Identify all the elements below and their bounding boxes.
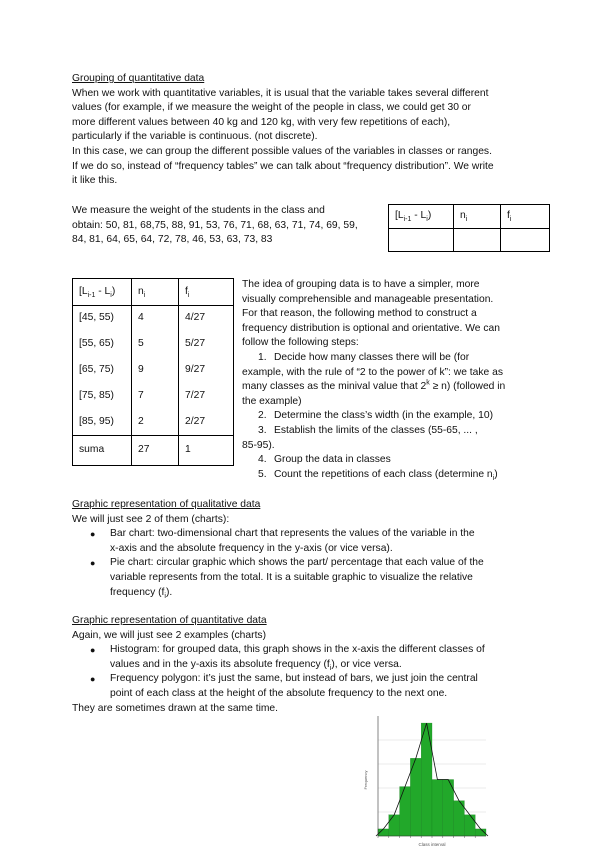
step-text: example, with the rule of “2 to the power of k”: we take as — [242, 366, 503, 378]
step-number: 3. — [258, 424, 267, 436]
cell-n: 9 — [132, 358, 179, 384]
step-text: Decide how many classes there will be (for — [274, 351, 470, 363]
section-grouping — [72, 72, 534, 189]
closing-text: They are sometimes drawn at the same time. — [72, 702, 279, 714]
cell-f: 4/27 — [179, 306, 234, 332]
section-qualitative-graphics — [72, 498, 534, 600]
empty-cell — [501, 229, 550, 252]
step-number: 2. — [258, 410, 267, 422]
list-item-text: values and in the y-axis its absolute frequency $(f_i)$, or vice versa. — [110, 658, 402, 672]
list-item — [72, 527, 534, 556]
cell-range: [45, 55) — [73, 306, 132, 332]
empty-frequency-table — [388, 204, 550, 252]
table-row — [73, 306, 234, 332]
text-line: obtain: 50, 81, 68,75, 88, 91, 53, 76, 71, 68, 63, 71, 74, 69, 59, — [72, 219, 358, 231]
step-text: many classes as the minival value that $2^k \ge n$) (followed in — [242, 379, 506, 393]
text-line: more different values between 40 kg and 120 kg, with very few repetitions of each), — [72, 116, 451, 128]
cell-f: 9/27 — [179, 358, 234, 384]
step-text: Group the data in classes — [274, 454, 391, 466]
bullet-icon: ● — [90, 558, 96, 569]
header-class: $[L_{i-1} - L_i)$ — [73, 279, 132, 306]
histogram-bar — [410, 758, 421, 836]
cell-total-label: suma — [73, 436, 132, 466]
empty-cell — [389, 229, 454, 252]
grouping-explanation — [242, 278, 532, 482]
cell-range: [65, 75) — [73, 358, 132, 384]
table-total-row — [73, 436, 234, 466]
header-relative-frequency: $f_i$ — [501, 205, 550, 229]
section-heading: Graphic representation of qualitative data — [72, 499, 261, 510]
text-line: The idea of grouping data is to have a simpler, more — [242, 279, 480, 290]
step-text: Determine the class’s width (in the example, 10) — [274, 410, 494, 422]
bullet-list — [72, 643, 534, 701]
weights-paragraph — [72, 204, 382, 248]
cell-range: [85, 95) — [73, 410, 132, 436]
section-heading: Grouping of quantitative data — [72, 73, 205, 84]
cell-total-n: 27 — [132, 436, 179, 466]
list-item — [72, 556, 534, 600]
list-item-text: Frequency polygon: it’s just the same, but instead of bars, we just join the central — [110, 673, 478, 685]
cell-n: 4 — [132, 306, 179, 332]
empty-cell — [454, 229, 501, 252]
list-item-text: Bar chart: two-dimensional chart that represents the values of the variable in the — [110, 528, 475, 540]
list-item-text: Histogram: for grouped data, this graph shows in the x-axis the different classes of — [110, 644, 485, 656]
cell-range: [55, 65) — [73, 332, 132, 358]
cell-n: 5 — [132, 332, 179, 358]
table-row — [73, 358, 234, 384]
text-line: In this case, we can group the different possible values of the variables in classes or ranges. — [72, 145, 492, 157]
table-row — [73, 384, 234, 410]
step-text: Count the repetitions of each class (determine $n_i$) — [274, 468, 498, 482]
header-relative-frequency: $f_i$ — [179, 279, 234, 306]
step-item — [242, 468, 532, 483]
x-axis-label: Class interval — [418, 842, 446, 847]
cell-range: [75, 85) — [73, 384, 132, 410]
text-line: When we work with quantitative variables, it is usual that the variable takes several different — [72, 87, 489, 99]
section-body — [72, 87, 534, 189]
step-item — [242, 424, 532, 453]
table-row — [73, 332, 234, 358]
list-item-text: point of each class at the height of the absolute frequency to the next one. — [110, 687, 448, 699]
section-heading: Graphic representation of quantitative data — [72, 615, 267, 626]
step-item — [242, 409, 532, 424]
cell-n: 2 — [132, 410, 179, 436]
step-text: 85-95). — [242, 439, 275, 451]
steps-list — [242, 351, 532, 482]
histogram-bar — [389, 815, 400, 836]
bullet-icon: ● — [90, 529, 96, 540]
list-item-text: Pie chart: circular graphic which shows the part/ percentage that each value of the — [110, 557, 484, 569]
bullet-icon: ● — [90, 645, 96, 656]
header-absolute-frequency: $n_i$ — [132, 279, 179, 306]
text-line: particularly if the variable is continuous. (not discrete). — [72, 131, 318, 143]
text-line: If we do so, instead of “frequency tables” we can talk about “frequency distribution”. We write — [72, 160, 494, 172]
text-line: For that reason, the following method to construct a — [242, 308, 477, 320]
section-intro: We will just see 2 of them (charts): — [72, 513, 230, 525]
text-line: frequency distribution is optional and orientative. We can — [242, 322, 500, 334]
step-number: 1. — [258, 351, 267, 363]
text-line: values (for example, if we measure the weight of the people in class, we could get 30 or — [72, 102, 471, 114]
step-number: 5. — [258, 468, 267, 480]
step-item — [242, 453, 532, 468]
list-item-text: x-axis and the absolute frequency in the y-axis (or vice versa). — [110, 542, 393, 554]
histogram-chart — [360, 712, 494, 848]
list-item — [72, 643, 534, 672]
text-line: 84, 81, 64, 65, 64, 72, 78, 46, 53, 63, 73, 83 — [72, 234, 273, 246]
section-intro: Again, we will just see 2 examples (charts) — [72, 629, 267, 641]
step-text: the example) — [242, 395, 302, 407]
header-absolute-frequency: $n_i$ — [454, 205, 501, 229]
step-item — [242, 351, 532, 409]
text-line: it like this. — [72, 175, 118, 187]
text-line: visually comprehensible and manageable presentation. — [242, 293, 494, 305]
frequency-distribution-table — [72, 278, 234, 466]
table-row — [73, 410, 234, 436]
text-line: We measure the weight of the students in the class and — [72, 205, 325, 216]
y-axis-label: Frequency — [363, 770, 368, 790]
bullet-icon: ● — [90, 674, 96, 685]
cell-f: 5/27 — [179, 332, 234, 358]
histogram-bar — [443, 780, 454, 836]
cell-total-f: 1 — [179, 436, 234, 466]
step-text: Establish the limits of the classes (55-65, ... , — [274, 424, 478, 436]
histogram-bar — [421, 723, 432, 836]
header-class: $[L_{i-1} - L_i)$ — [389, 205, 454, 229]
cell-f: 2/27 — [179, 410, 234, 436]
cell-f: 7/27 — [179, 384, 234, 410]
step-number: 4. — [258, 454, 267, 466]
list-item — [72, 672, 534, 701]
cell-n: 7 — [132, 384, 179, 410]
text-line: follow the following steps: — [242, 337, 359, 349]
list-item-text: frequency $(f_i)$. — [110, 586, 173, 600]
section-quantitative-graphics — [72, 614, 534, 716]
histogram-bar — [432, 780, 443, 836]
histogram-bar — [400, 787, 411, 836]
list-item-text: variable represents from the total. It is a suitable graphic to visualize the relative — [110, 571, 473, 583]
bullet-list — [72, 527, 534, 600]
histogram-bar — [464, 815, 475, 836]
